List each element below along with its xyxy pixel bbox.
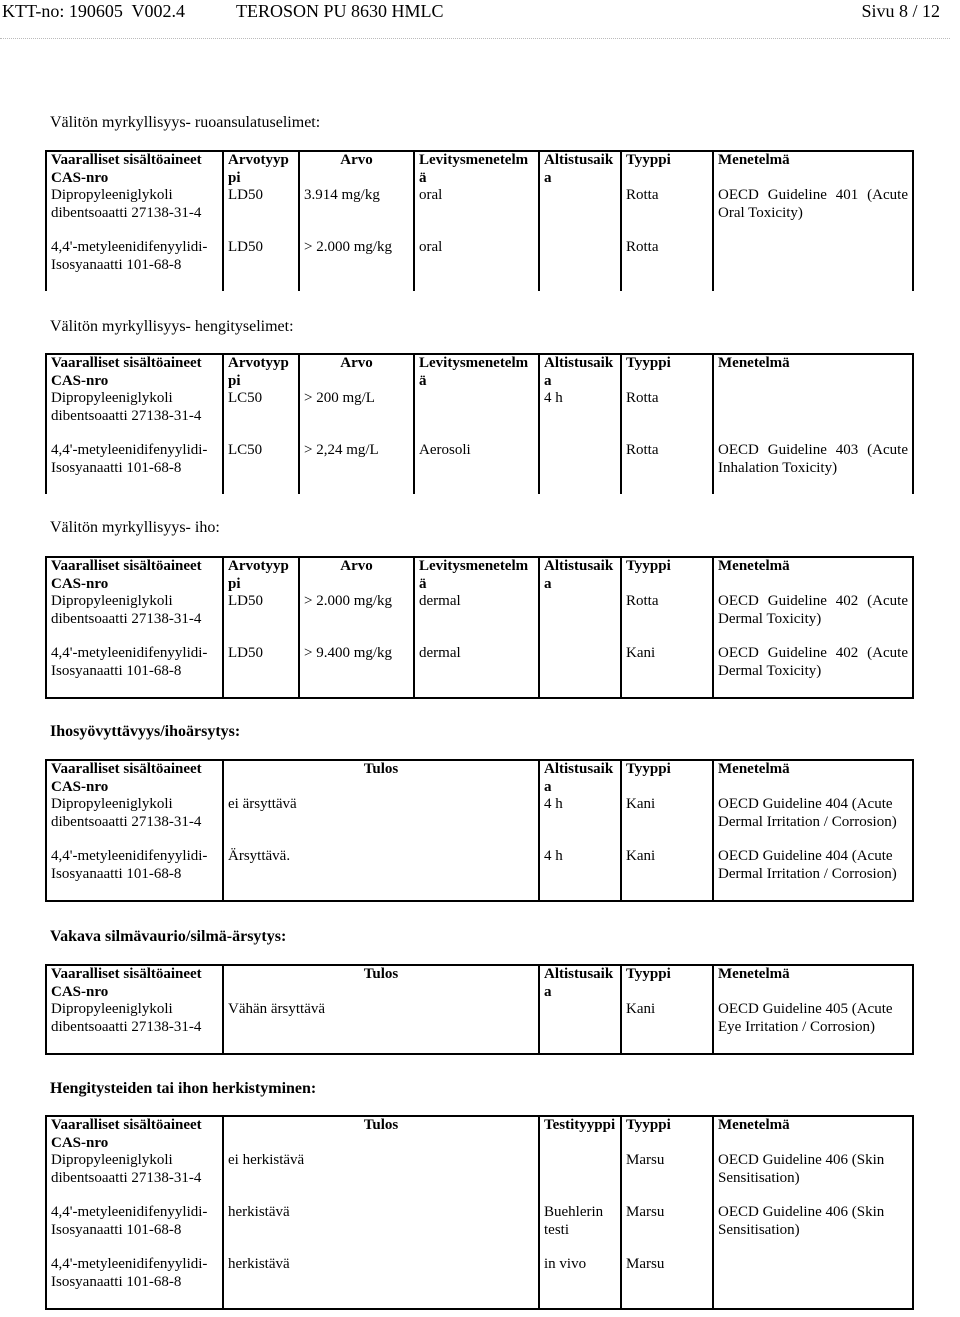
value-cell: > 9.400 mg/kg xyxy=(299,645,414,698)
col-header: Vaaralliset sisältöaineet CAS-nro xyxy=(46,557,223,593)
substance-cell: Dipropyleeniglykoli dibentsoaatti 27138-31-4 xyxy=(46,1001,223,1054)
section-title-dermal: Välitön myrkyllisyys- iho: xyxy=(50,519,220,536)
substance-cell: 4,4'-metyleenidifenyylidi-Isosyanaatti 101-68-8 xyxy=(46,442,223,494)
col-header: Altistusaika xyxy=(539,151,621,187)
test-type-cell xyxy=(539,1152,621,1204)
value-type-cell: LD50 xyxy=(223,187,299,239)
species-cell: Marsu xyxy=(621,1256,713,1309)
method-cell: OECD Guideline 402 (Acute Dermal Toxicity) xyxy=(713,645,913,698)
col-header: Tyyppi xyxy=(621,965,713,1001)
substance-cell: 4,4'-metyleenidifenyylidi-Isosyanaatti 101-68-8 xyxy=(46,1204,223,1256)
species-cell: Marsu xyxy=(621,1152,713,1204)
table-row xyxy=(46,442,913,494)
col-header: Arvotyyppi xyxy=(223,151,299,187)
col-header: Arvo xyxy=(299,151,414,187)
table-row xyxy=(46,645,913,698)
method-cell xyxy=(713,1256,913,1309)
table-header-row xyxy=(46,557,913,593)
table-header-row xyxy=(46,151,913,187)
col-header: Altistusaika xyxy=(539,965,621,1001)
table-header-row xyxy=(46,965,913,1001)
exposure-cell xyxy=(539,1001,621,1054)
application-cell xyxy=(414,390,539,442)
result-cell: Vähän ärsyttävä xyxy=(223,1001,539,1054)
application-cell: oral xyxy=(414,187,539,239)
substance-cell: 4,4'-metyleenidifenyylidi-Isosyanaatti 101-68-8 xyxy=(46,645,223,698)
col-header: Tyyppi xyxy=(621,354,713,390)
col-header: Altistusaika xyxy=(539,354,621,390)
section-title-inhalation: Välitön myrkyllisyys- hengityselimet: xyxy=(50,318,294,335)
table-eye xyxy=(45,964,914,1055)
col-header: Menetelmä xyxy=(713,354,913,390)
document-id: KTT-no: 190605 V002.4 xyxy=(2,1,186,21)
species-cell: Rotta xyxy=(621,390,713,442)
species-cell: Rotta xyxy=(621,187,713,239)
col-header: Tyyppi xyxy=(621,760,713,796)
species-cell: Kani xyxy=(621,848,713,901)
table-inhalation xyxy=(45,353,914,494)
result-cell: herkistävä xyxy=(223,1204,539,1256)
table-row xyxy=(46,1204,913,1256)
col-header: Arvo xyxy=(299,557,414,593)
exposure-cell xyxy=(539,645,621,698)
col-header: Arvo xyxy=(299,354,414,390)
method-cell xyxy=(713,390,913,442)
application-cell: oral xyxy=(414,239,539,291)
exposure-cell: 4 h xyxy=(539,848,621,901)
col-header: Menetelmä xyxy=(713,151,913,187)
table-dermal xyxy=(45,556,914,699)
table-header-row xyxy=(46,1116,913,1152)
method-cell xyxy=(713,239,913,291)
species-cell: Rotta xyxy=(621,593,713,645)
substance-cell: Dipropyleeniglykoli dibentsoaatti 27138-31-4 xyxy=(46,390,223,442)
method-cell: OECD Guideline 403 (Acute Inhalation Toxicity) xyxy=(713,442,913,494)
result-cell: ei ärsyttävä xyxy=(223,796,539,848)
col-header: Menetelmä xyxy=(713,760,913,796)
col-header: Arvotyyppi xyxy=(223,557,299,593)
value-type-cell: LD50 xyxy=(223,239,299,291)
table-row xyxy=(46,593,913,645)
table-row xyxy=(46,1152,913,1204)
value-cell: > 2.000 mg/kg xyxy=(299,239,414,291)
col-header: Altistusaika xyxy=(539,760,621,796)
method-cell: OECD Guideline 406 (Skin Sensitisation) xyxy=(713,1204,913,1256)
table-row xyxy=(46,796,913,848)
substance-cell: Dipropyleeniglykoli dibentsoaatti 27138-31-4 xyxy=(46,796,223,848)
substance-cell: Dipropyleeniglykoli dibentsoaatti 27138-31-4 xyxy=(46,593,223,645)
application-cell: dermal xyxy=(414,593,539,645)
col-header: Menetelmä xyxy=(713,557,913,593)
test-type-cell: in vivo xyxy=(539,1256,621,1309)
exposure-cell xyxy=(539,187,621,239)
col-header: Vaaralliset sisältöaineet CAS-nro xyxy=(46,1116,223,1152)
substance-cell: 4,4'-metyleenidifenyylidi-Isosyanaatti 101-68-8 xyxy=(46,239,223,291)
substance-cell: Dipropyleeniglykoli dibentsoaatti 27138-31-4 xyxy=(46,1152,223,1204)
col-header: Tulos xyxy=(223,965,539,1001)
table-sensitisation xyxy=(45,1115,914,1310)
value-type-cell: LD50 xyxy=(223,645,299,698)
value-type-cell: LC50 xyxy=(223,390,299,442)
col-header: Menetelmä xyxy=(713,965,913,1001)
col-header: Vaaralliset sisältöaineet CAS-nro xyxy=(46,760,223,796)
exposure-cell xyxy=(539,593,621,645)
table-skin-irritation xyxy=(45,759,914,902)
species-cell: Marsu xyxy=(621,1204,713,1256)
species-cell: Kani xyxy=(621,1001,713,1054)
col-header: Menetelmä xyxy=(713,1116,913,1152)
value-type-cell: LC50 xyxy=(223,442,299,494)
application-cell: Aerosoli xyxy=(414,442,539,494)
product-name: TEROSON PU 8630 HMLC xyxy=(236,1,444,21)
method-cell: OECD Guideline 406 (Skin Sensitisation) xyxy=(713,1152,913,1204)
exposure-cell xyxy=(539,442,621,494)
exposure-cell xyxy=(539,239,621,291)
method-cell: OECD Guideline 402 (Acute Dermal Toxicity) xyxy=(713,593,913,645)
table-row xyxy=(46,187,913,239)
value-cell: > 200 mg/L xyxy=(299,390,414,442)
species-cell: Rotta xyxy=(621,239,713,291)
col-header: Altistusaika xyxy=(539,557,621,593)
value-type-cell: LD50 xyxy=(223,593,299,645)
col-header: Vaaralliset sisältöaineet CAS-nro xyxy=(46,965,223,1001)
section-title-skin-irritation: Ihosyövyttävyys/ihoärsytys: xyxy=(50,723,241,740)
section-title-oral: Välitön myrkyllisyys- ruoansulatuselimet: xyxy=(50,114,321,131)
col-header: Levitysmenetelmä xyxy=(414,354,539,390)
exposure-cell: 4 h xyxy=(539,390,621,442)
table-row xyxy=(46,239,913,291)
method-cell: OECD Guideline 405 (Acute Eye Irritation / Corrosion) xyxy=(713,1001,913,1054)
species-cell: Kani xyxy=(621,645,713,698)
page-number: Sivu 8 / 12 xyxy=(861,1,940,21)
col-header: Levitysmenetelmä xyxy=(414,557,539,593)
table-row xyxy=(46,1001,913,1054)
species-cell: Rotta xyxy=(621,442,713,494)
table-row xyxy=(46,390,913,442)
col-header: Tulos xyxy=(223,760,539,796)
table-header-row xyxy=(46,760,913,796)
test-type-cell: Buehlerin testi xyxy=(539,1204,621,1256)
exposure-cell: 4 h xyxy=(539,796,621,848)
species-cell: Kani xyxy=(621,796,713,848)
table-oral xyxy=(45,150,914,291)
col-header: Tyyppi xyxy=(621,151,713,187)
method-cell: OECD Guideline 401 (Acute Oral Toxicity) xyxy=(713,187,913,239)
application-cell: dermal xyxy=(414,645,539,698)
col-header: Vaaralliset sisältöaineet CAS-nro xyxy=(46,151,223,187)
table-row xyxy=(46,848,913,901)
result-cell: Ärsyttävä. xyxy=(223,848,539,901)
col-header: Tyyppi xyxy=(621,1116,713,1152)
value-cell: 3.914 mg/kg xyxy=(299,187,414,239)
value-cell: > 2.000 mg/kg xyxy=(299,593,414,645)
section-title-eye: Vakava silmävaurio/silmä-ärsytys: xyxy=(50,928,287,945)
col-header: Levitysmenetelmä xyxy=(414,151,539,187)
section-title-sensitisation: Hengitysteiden tai ihon herkistyminen: xyxy=(50,1080,317,1097)
substance-cell: Dipropyleeniglykoli dibentsoaatti 27138-31-4 xyxy=(46,187,223,239)
col-header: Arvotyyppi xyxy=(223,354,299,390)
header-divider xyxy=(0,38,950,39)
col-header: Tulos xyxy=(223,1116,539,1152)
table-header-row xyxy=(46,354,913,390)
substance-cell: 4,4'-metyleenidifenyylidi-Isosyanaatti 101-68-8 xyxy=(46,1256,223,1309)
col-header: Tyyppi xyxy=(621,557,713,593)
col-header: Vaaralliset sisältöaineet CAS-nro xyxy=(46,354,223,390)
substance-cell: 4,4'-metyleenidifenyylidi-Isosyanaatti 101-68-8 xyxy=(46,848,223,901)
method-cell: OECD Guideline 404 (Acute Dermal Irritation / Corrosion) xyxy=(713,848,913,901)
page-header xyxy=(0,0,960,22)
result-cell: ei herkistävä xyxy=(223,1152,539,1204)
col-header: Testityyppi xyxy=(539,1116,621,1152)
result-cell: herkistävä xyxy=(223,1256,539,1309)
value-cell: > 2,24 mg/L xyxy=(299,442,414,494)
method-cell: OECD Guideline 404 (Acute Dermal Irritation / Corrosion) xyxy=(713,796,913,848)
table-row xyxy=(46,1256,913,1309)
